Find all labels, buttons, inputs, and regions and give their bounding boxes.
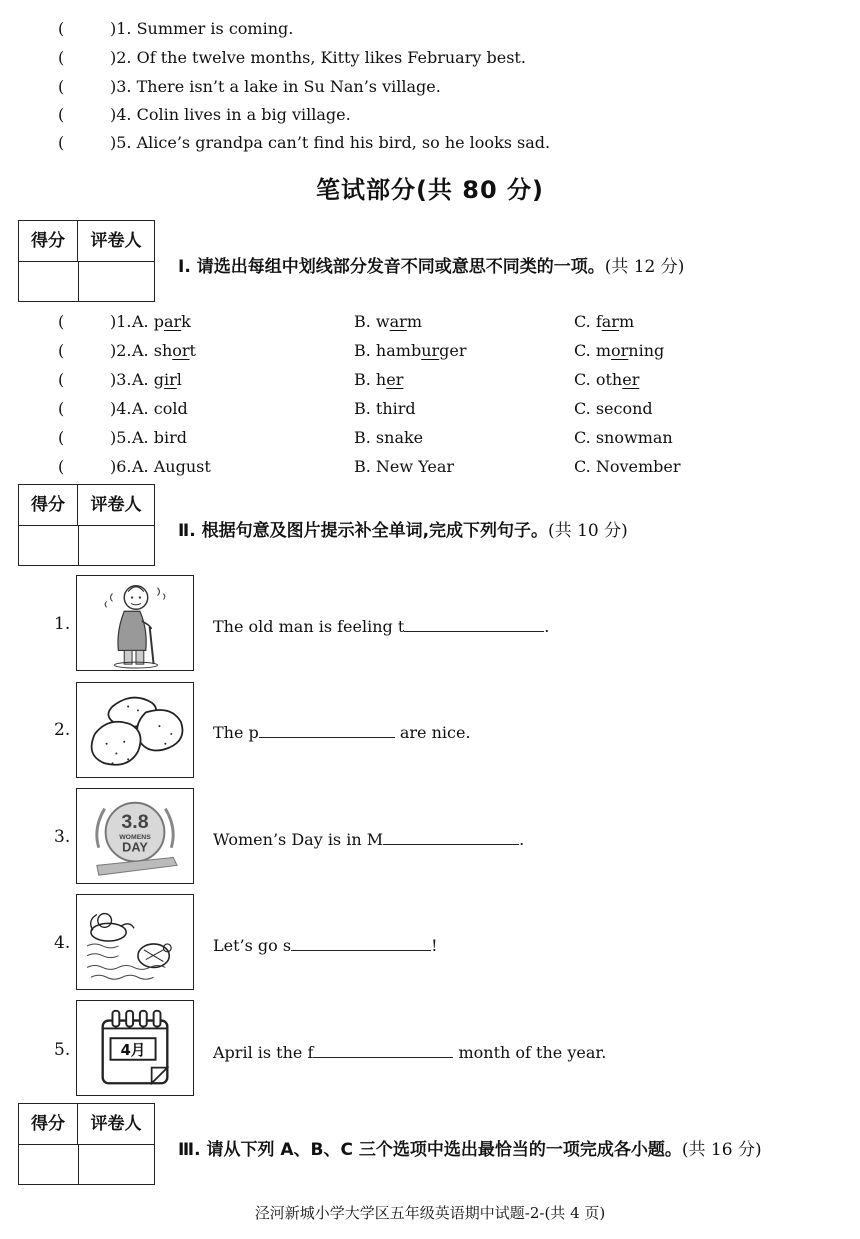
score-box — [18, 484, 155, 566]
option-c: C. other — [574, 370, 640, 389]
item-number: 4. — [54, 933, 71, 953]
option-b: B. warm — [354, 312, 422, 331]
score-box — [18, 220, 155, 302]
tf-question: ( )3. There isn’t a lake in Su Nan’s village. — [58, 77, 441, 96]
potatoes-picture — [76, 682, 194, 778]
written-part-title: 笔试部分(共 80 分) — [315, 176, 545, 204]
pic3-small-text: WOMENS — [119, 833, 151, 841]
item-number: 2. — [54, 720, 71, 740]
fill-sentence: The old man is feeling t . — [213, 617, 550, 636]
answer-paren[interactable]: ( — [58, 341, 65, 360]
answer-blank[interactable] — [383, 828, 519, 845]
answer-blank[interactable] — [404, 615, 544, 632]
item-number: 1. — [54, 614, 71, 634]
question-number: )6. — [110, 457, 132, 476]
choice-question — [58, 312, 838, 334]
grader-label: 评卷人 — [78, 485, 154, 526]
score-label: 得分 — [19, 1104, 78, 1145]
option-c: C. morning — [574, 341, 665, 360]
score-label: 得分 — [19, 221, 78, 262]
fill-sentence: Women’s Day is in M . — [213, 830, 525, 849]
item-number: 3. — [54, 827, 71, 847]
option-b: B. third — [354, 399, 416, 418]
calendar-month-text: 4月 — [120, 1041, 146, 1059]
question-number: )4. — [110, 399, 132, 418]
option-c: C. second — [574, 399, 653, 418]
score-label: 得分 — [19, 485, 78, 526]
item-number: 5. — [54, 1040, 71, 1060]
option-b: B. snake — [354, 428, 424, 447]
question-number: )1. — [110, 312, 132, 331]
section3-heading: Ⅲ. 请从下列 A、B、C 三个选项中选出最恰当的一项完成各小题。(共 16 分) — [178, 1140, 762, 1160]
option-b: B. her — [354, 370, 404, 389]
answer-blank[interactable] — [291, 934, 431, 951]
tf-question: ( )1. Summer is coming. — [58, 19, 294, 38]
option-c: C. November — [574, 457, 681, 476]
choice-question — [58, 399, 838, 421]
score-divider — [78, 1145, 79, 1184]
answer-paren[interactable]: ( — [58, 370, 65, 389]
score-divider — [78, 262, 79, 301]
choice-question — [58, 457, 838, 479]
option-b: B. hamburger — [354, 341, 467, 360]
option-a: A. girl — [132, 370, 182, 389]
option-c: C. snowman — [574, 428, 673, 447]
tf-question: ( )4. Colin lives in a big village. — [58, 105, 351, 124]
option-c: C. farm — [574, 312, 635, 331]
score-divider — [78, 526, 79, 565]
swimming-picture — [76, 894, 194, 990]
answer-paren[interactable]: ( — [58, 312, 65, 331]
choice-question — [58, 341, 838, 363]
option-a: A. bird — [132, 428, 187, 447]
fill-sentence: April is the f month of the year. — [213, 1043, 607, 1062]
tf-question: ( )2. Of the twelve months, Kitty likes February best. — [58, 48, 526, 67]
old-man-tired-picture — [76, 575, 194, 671]
pic3-day-text: DAY — [122, 839, 148, 855]
score-box — [18, 1103, 155, 1185]
option-a: A. park — [132, 312, 191, 331]
tf-question: ( )5. Alice’s grandpa can’t find his bird, so he looks sad. — [58, 133, 551, 152]
grader-label: 评卷人 — [78, 221, 154, 262]
section1-heading: Ⅰ. 请选出每组中划线部分发音不同或意思不同类的一项。(共 12 分) — [178, 257, 685, 277]
answer-paren[interactable]: ( — [58, 399, 65, 418]
option-a: A. cold — [132, 399, 188, 418]
choice-question — [58, 428, 838, 450]
option-a: A. August — [132, 457, 211, 476]
question-number: )2. — [110, 341, 132, 360]
choice-question — [58, 370, 838, 392]
answer-paren[interactable]: ( — [58, 457, 65, 476]
question-number: )5. — [110, 428, 132, 447]
option-b: B. New Year — [354, 457, 455, 476]
question-number: )3. — [110, 370, 132, 389]
option-a: A. short — [132, 341, 196, 360]
fill-sentence: Let’s go s ! — [213, 936, 438, 955]
section2-heading: Ⅱ. 根据句意及图片提示补全单词,完成下列句子。(共 10 分) — [178, 521, 628, 541]
grader-label: 评卷人 — [78, 1104, 154, 1145]
answer-blank[interactable] — [259, 721, 395, 738]
answer-paren[interactable]: ( — [58, 428, 65, 447]
fill-sentence: The p are nice. — [213, 723, 471, 742]
pic3-big-text: 3.8 — [121, 811, 149, 834]
page-footer: 泾河新城小学大学区五年级英语期中试题-2-(共 4 页) — [254, 1204, 606, 1222]
answer-blank[interactable] — [313, 1041, 453, 1058]
calendar-picture — [76, 1000, 194, 1096]
womens-day-picture — [76, 788, 194, 884]
